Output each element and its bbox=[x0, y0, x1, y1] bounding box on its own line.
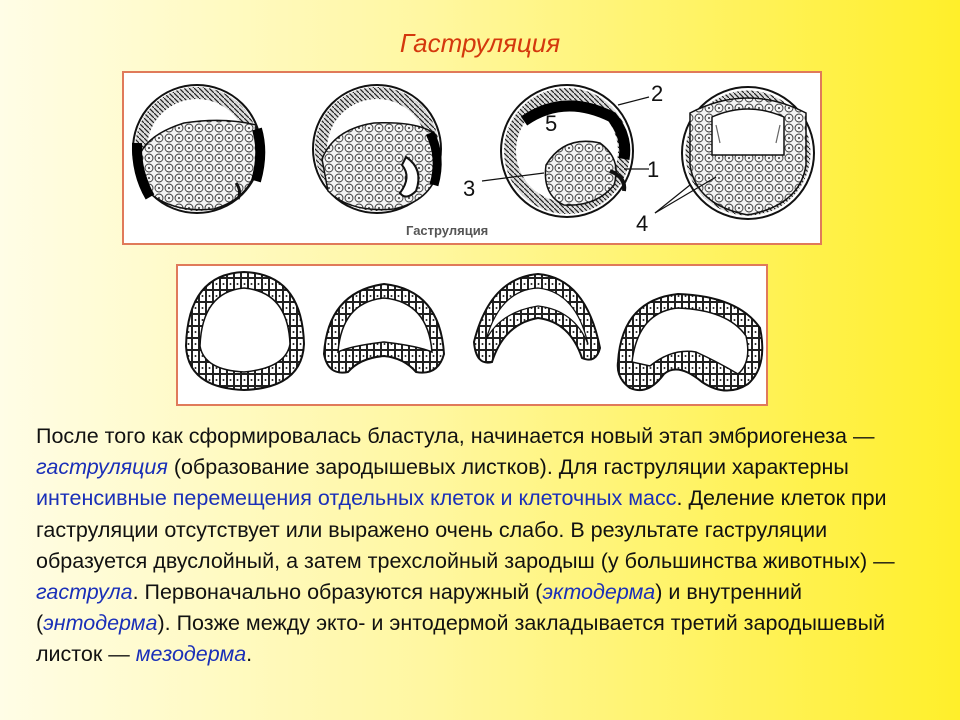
flattening-shape bbox=[324, 284, 444, 373]
text-segment: ) и внутренний ( bbox=[36, 580, 802, 636]
label-1: 1 bbox=[647, 157, 660, 182]
slide-title: Гаструляция bbox=[399, 28, 561, 58]
body-text bbox=[36, 421, 936, 671]
figure-caption: Гаструляция bbox=[406, 223, 489, 238]
gastrulation-figure-bottom bbox=[176, 264, 768, 406]
text-segment: После того как сформировалась бластула, начинается новый этап эмбриогенеза — bbox=[36, 424, 875, 448]
gastrula-shape bbox=[618, 294, 763, 391]
highlight-cell-movements: интенсивные перемещения отдельных клеток и клеточных масс bbox=[36, 486, 677, 511]
text-segment: (образование зародышевых листков). Для гаструляции характерны bbox=[167, 455, 849, 480]
gastrulation-figure-top bbox=[122, 71, 822, 245]
label-2: 2 bbox=[651, 81, 664, 106]
text-segment: . Первоначально образуются наружный ( bbox=[132, 580, 543, 605]
invagination-diagram bbox=[178, 266, 770, 408]
text-segment: ). Позже между экто- и энтодермой закладывается третий зародышевый листок — bbox=[36, 611, 886, 667]
stage-2-embryo bbox=[313, 85, 441, 213]
text-segment: . bbox=[246, 642, 253, 667]
body-paragraph bbox=[36, 421, 936, 671]
label-3: 3 bbox=[463, 176, 476, 201]
invaginating-shape bbox=[474, 274, 600, 363]
stage-4-embryo bbox=[636, 87, 814, 236]
text-segment: . Деление клеток при гаструляции отсутствует или выражено очень слабо. В результате гаструляции образуется двуслойный, а затем трехслойный зародыш (у большинства животных) — bbox=[36, 486, 895, 573]
stage-3-embryo bbox=[463, 81, 663, 217]
label-5: 5 bbox=[545, 111, 558, 136]
label-4: 4 bbox=[636, 211, 649, 236]
term-gastrula: гаструла bbox=[36, 580, 133, 605]
term-endoderm: энтодерма bbox=[43, 611, 158, 636]
term-gastrulation: гаструляция bbox=[36, 455, 168, 480]
term-ectoderm: эктодерма bbox=[542, 580, 656, 605]
term-mesoderm: мезодерма bbox=[135, 642, 247, 667]
gastrulation-diagram bbox=[124, 73, 824, 247]
blastula-shape bbox=[186, 272, 304, 390]
stage-1-embryo bbox=[133, 85, 261, 213]
